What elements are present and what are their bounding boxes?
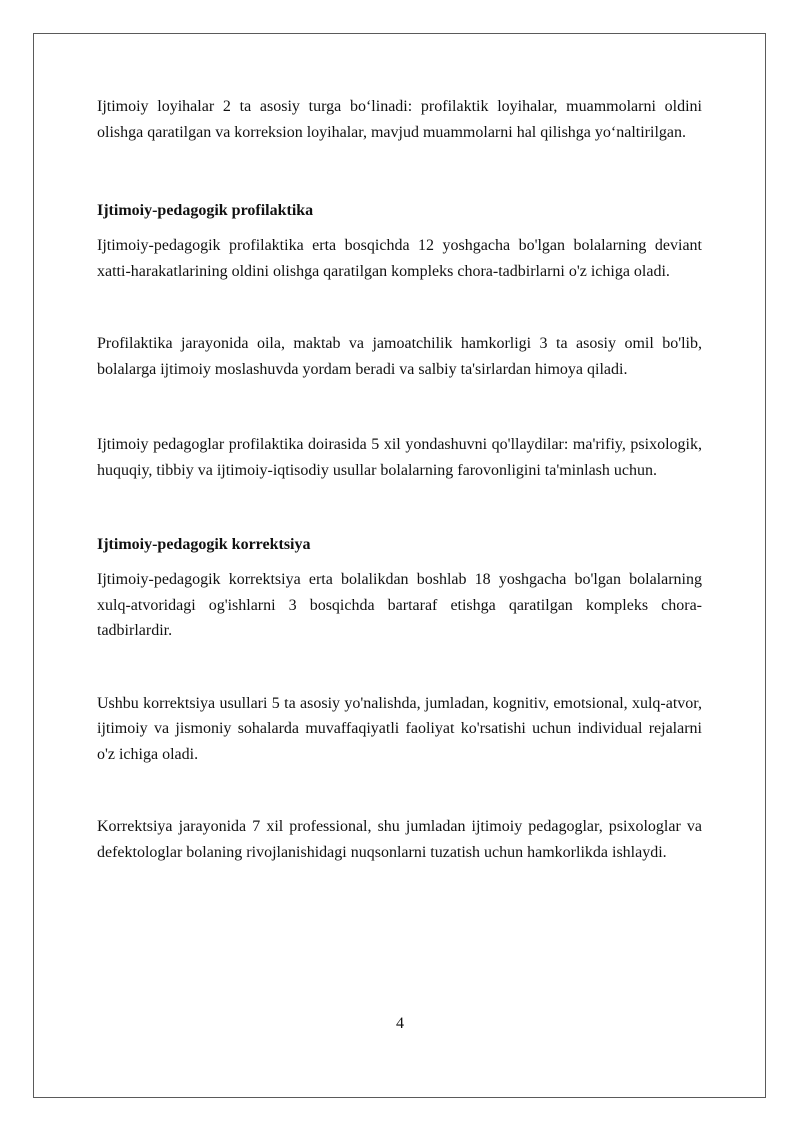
paragraph-intro: Ijtimoiy loyihalar 2 ta asosiy turga bo‘linadi: profilaktik loyihalar, muammolarni oldini olishga qaratilgan va korreksion loyihalar, mavjud muammolarni hal qilishga yo‘naltirilgan. [97, 98, 702, 141]
page-content [97, 94, 702, 865]
paragraph-profilaktika-definition: Ijtimoiy-pedagogik profilaktika erta bosqichda 12 yoshgacha bo'lgan bolalarning deviant xatti-harakatlarining oldini olishga qaratilgan kompleks chora-tadbirlarni o'z ichiga oladi. [97, 237, 702, 280]
section-heading-profilaktika: Ijtimoiy-pedagogik profilaktika [97, 202, 314, 219]
section-heading-korrektsiya: Ijtimoiy-pedagogik korrektsiya [97, 536, 311, 553]
paragraph-korrektsiya-professionals: Korrektsiya jarayonida 7 xil professional, shu jumladan ijtimoiy pedagoglar, psixologlar va defektologlar bolaning rivojlanishidagi nuqsonlarni tuzatish uchun hamkorlikda ishlaydi. [97, 818, 702, 861]
paragraph-korrektsiya-definition: Ijtimoiy-pedagogik korrektsiya erta bolalikdan boshlab 18 yoshgacha bo'lgan bolalarning xulq-atvoridagi og'ishlarni 3 bosqichda bartaraf etishga qaratilgan kompleks chora-tadbirlardir. [97, 571, 702, 639]
paragraph-profilaktika-approaches: Ijtimoiy pedagoglar profilaktika doirasida 5 xil yondashuvni qo'llaydilar: ma'rifiy, psixologik, huquqiy, tibbiy va ijtimoiy-iqtisodiy usullar bolalarning farovonligini ta'minlash uchun. [97, 436, 702, 479]
paragraph-profilaktika-factors: Profilaktika jarayonida oila, maktab va jamoatchilik hamkorligi 3 ta asosiy omil bo'lib, bolalarga ijtimoiy moslashuvda yordam beradi va salbiy ta'sirlardan himoya qiladi. [97, 335, 702, 378]
page-number: 4 [396, 1015, 404, 1032]
paragraph-korrektsiya-methods: Ushbu korrektsiya usullari 5 ta asosiy yo'nalishda, jumladan, kognitiv, emotsional, xulq-atvor, ijtimoiy va jismoniy sohalarda muvaffaqiyatli faoliyat ko'rsatishi uchun individual rejalarni o'z ichiga oladi. [97, 694, 702, 763]
